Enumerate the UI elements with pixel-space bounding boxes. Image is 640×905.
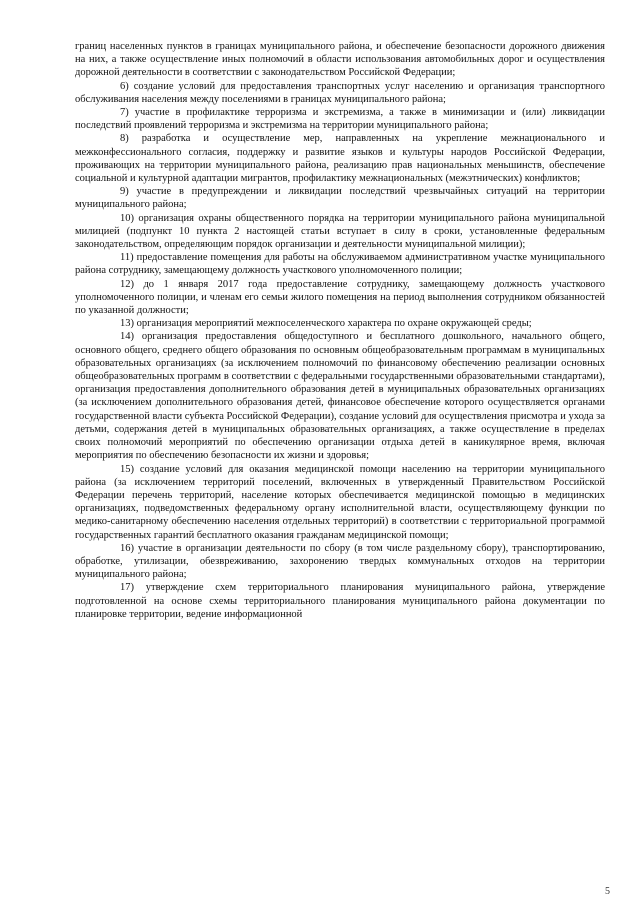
paragraph-item-17: 17) утверждение схем территориального планирования муниципального района, утверждение подготовленной на основе схемы территориального планирования муниципального района документации по планировке территории, ведение информационной <box>75 582 605 620</box>
paragraph-item-16: 16) участие в организации деятельности по сбору (в том числе раздельному сбору), транспортированию, обработке, утилизации, обезвреживанию, захоронению твердых коммунальных отходов на территории муниципального района; <box>75 542 605 581</box>
paragraph-item-7: 7) участие в профилактике терроризма и экстремизма, а также в минимизации и (или) ликвидации последствий проявлений терроризма и экстремизма на территории муниципального района; <box>75 107 605 132</box>
paragraph-continuation: границ населенных пунктов в границах муниципального района, и обеспечение безопасности дорожного движения на них, а также осуществление иных полномочий в области использования автомобильных дорог и осуществления дорожной деятельности в соответствии с законодательством Российской Федерации; <box>75 41 605 79</box>
document-page <box>75 40 605 621</box>
paragraph-item-15: 15) создание условий для оказания медицинской помощи населению на территории муниципального района (за исключением территорий поселений, включенных в утвержденный Правительством Российской Федерации перечень территорий, население которых обеспечивается медицинской помощью в медицинских организациях, подведомственных федеральному органу исполнительной власти, осуществляющему функции по медико-санитарному обеспечению населения отдельных территорий) в соответствии с территориальной программой государственных гарантий бесплатного оказания гражданам медицинской помощи; <box>75 463 605 541</box>
paragraph-item-9: 9) участие в предупреждении и ликвидации последствий чрезвычайных ситуаций на территории муниципального района; <box>75 186 605 211</box>
paragraph-item-11: 11) предоставление помещения для работы на обслуживаемом административном участке муниципального района сотруднику, замещающему должность участкового уполномоченного полиции; <box>75 252 605 277</box>
paragraph-item-6: 6) создание условий для предоставления транспортных услуг населению и организация транспортного обслуживания населения между поселениями в границах муниципального района; <box>75 80 605 105</box>
paragraph-item-14: 14) организация предоставления общедоступного и бесплатного дошкольного, начального общего, основного общего, среднего общего образования по основным общеобразовательным программам в муниципальных образовательных организациях (за исключением полномочий по финансовому обеспечению реализации основных общеобразовательных программ в соответствии с федеральными государственными образовательными стандартами), организация предоставления дополнительного образования детей в муниципальных образовательных организациях (за исключением дополнительного образования детей, финансовое обеспечение которого осуществляется органами государственной власти субъекта Российской Федерации), создание условий для осуществления присмотра и ухода за детьми, содержания детей в муниципальных образовательных организациях, а также осуществление в пределах своих полномочий мероприятий по обеспечению организации отдыха детей в каникулярное время, включая мероприятия по обеспечению безопасности их жизни и здоровья; <box>75 331 605 462</box>
paragraph-item-13: 13) организация мероприятий межпоселенческого характера по охране окружающей среды; <box>120 318 532 330</box>
paragraph-item-12: 12) до 1 января 2017 года предоставление сотруднику, замещающему должность участкового уполномоченного полиции, и членам его семьи жилого помещения на период выполнения сотрудником обязанностей по указанной должности; <box>75 278 605 317</box>
paragraph-item-10: 10) организация охраны общественного порядка на территории муниципального района муниципальной милицией (подпункт 10 пункта 2 настоящей статьи вступает в силу в сроки, установленные федеральным законодательством, определяющим порядок организации и деятельности муниципальной милиции); <box>75 212 605 251</box>
paragraph-item-8: 8) разработка и осуществление мер, направленных на укрепление межнационального и межконфессионального согласия, поддержку и развитие языков и культуры народов Российской Федерации, проживающих на территории муниципального района, реализацию прав национальных меньшинств, обеспечение социальной и культурной адаптации мигрантов, профилактику межнациональных (межэтнических) конфликтов; <box>75 133 605 185</box>
page-number: 5 <box>605 886 610 897</box>
